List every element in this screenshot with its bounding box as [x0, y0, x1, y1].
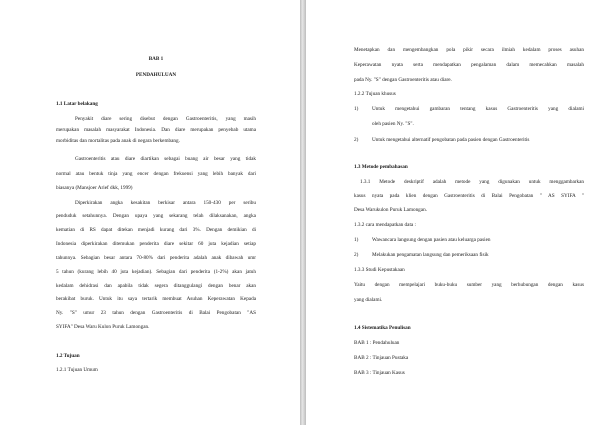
list-number: 2)	[354, 137, 359, 143]
paragraph-line: penduduk setahunnya. Dengan upaya yang sekarang telah dilaksanakan, angka	[56, 213, 256, 219]
outline-item: BAB 2 : Tinjauan Pustaka	[354, 355, 409, 361]
paragraph-line: Diperkirakan angka kesakitan berkisar antara 150-430 per seribu	[75, 200, 256, 206]
section-heading: 1.3 Metode pembahasan	[354, 164, 408, 170]
paragraph-line: Menetapkan dan mengembangkan pola pikir secara ilmiah kedalam proses asuhan	[354, 47, 584, 53]
paragraph-line: merupakan masalah masyarakat Indonesia. Dan diare merupakan penyebab utama	[56, 127, 256, 133]
paragraph-line: tahunnya. Sebagian besar antara 70-80% dari penderita adalah anak dibawah umr	[56, 255, 256, 261]
paragraph-line: yang dialami.	[354, 297, 383, 303]
paragraph-line: Gastroenteritis atau diare diartikan sebagai buang air besar yang tidak	[75, 156, 256, 162]
list-number: 1)	[354, 237, 359, 243]
document-page-right	[306, 0, 610, 425]
list-item: Untuk mengetahui alternatif pengobatan pada pasien dengan Gastroenteritis	[372, 137, 530, 143]
list-item: oleh pasien Ny. "S".	[372, 121, 414, 127]
outline-item: BAB 3 : Tinjauan Kasus	[354, 370, 405, 376]
paragraph-line: 5 tahun (kurang lebih 40 juta kejadian). Sebagian dari penderita (1-2%) akan jatuh	[56, 269, 256, 275]
list-number: 2)	[354, 252, 359, 258]
paragraph-line: morbiditas dan mortalitas pada anak di negara berkembang.	[56, 138, 180, 144]
list-number: 1)	[354, 106, 359, 112]
list-item: Melakukan pengamatan langsung dan pemeriksaan fisik	[372, 252, 489, 258]
subsection-heading: 1.3.2 cara mendapatkan data :	[354, 222, 416, 228]
paragraph-line: kasus nyata pada klien dengan Gastroenteritis di Balai Pengobatan " AS SYIFA "	[354, 193, 584, 199]
subsection-heading: 1.2.2 Tujuan khusus	[354, 91, 396, 97]
paragraph-line: Ny. "S" umur 23 tahun dengan Gastroenteritis di Balai Pengobatan "AS	[56, 310, 256, 316]
paragraph-line: 1.3.1 Metode deskriptif adalah metode yang digunakan untuk menggambarkan	[360, 179, 584, 185]
paragraph-line: Desa Warukulon Puruk Lamongan.	[354, 207, 427, 213]
paragraph-line: SYIFA" Desa Waru Kulon Puruk Lamongan.	[56, 324, 150, 330]
chapter-number: BAB 1	[148, 56, 164, 62]
paragraph-line: kedalam dehidrasi dan apabila tidak segera ditanggulangi dengan benar akan	[56, 283, 256, 289]
subsection-heading: 1.3.3 Studi Kepustakaan	[354, 267, 405, 273]
paragraph-line: Penyakit diare sering disebut dengan Gastroenteritis, yang masih	[75, 116, 256, 122]
list-item: Wawancara langsung dengan pasien atau keluarga pasien	[372, 237, 491, 243]
document-page-left	[0, 0, 300, 425]
subsection-heading: 1.2.1 Tujuan Umum	[56, 367, 98, 373]
section-heading: 1.1 Latar belakang	[56, 101, 98, 107]
section-heading: 1.4 Sistematika Penulisan	[354, 325, 411, 331]
paragraph-line: berakibat buruk. Untuk itu saya tertarik membuat Asuhan Keperawatan Kepada	[56, 296, 256, 302]
paragraph-line: pada Ny. "S" dengan Gastroenteritis atau diare.	[354, 77, 452, 83]
paragraph-line: normal atau bentuk tinja yang encer dengan frekuensi yang lebih banyak dari	[56, 171, 256, 177]
section-heading: 1.2 Tujuan	[56, 353, 80, 359]
chapter-title: PENDAHULUAN	[135, 72, 177, 78]
list-item: Untuk mengetahui gambaran tentang kasus Gastroenteritis yang dialami	[372, 106, 584, 112]
paragraph-line: Keperawatan nyata serta mendapatkan pengalaman dalam memecahkan masalah	[354, 62, 584, 68]
paragraph-line: Yaitu dengan mempelajari buku-buku sumber yang berhubungan dengan kasus	[354, 282, 584, 288]
paragraph-line: kematian di RS dapat ditekan menjadi kurang dari 3%. Dengan demikian di	[56, 227, 256, 233]
paragraph-line: biasanya (Mansjoer Arief dkk, 1999)	[56, 185, 133, 191]
paragraph-line: Indonesia diperkirakan ditemukan penderita diare sekitar 60 juta kejadian setiap	[56, 241, 256, 247]
outline-item: BAB 1 : Pendahuluan	[354, 340, 400, 346]
